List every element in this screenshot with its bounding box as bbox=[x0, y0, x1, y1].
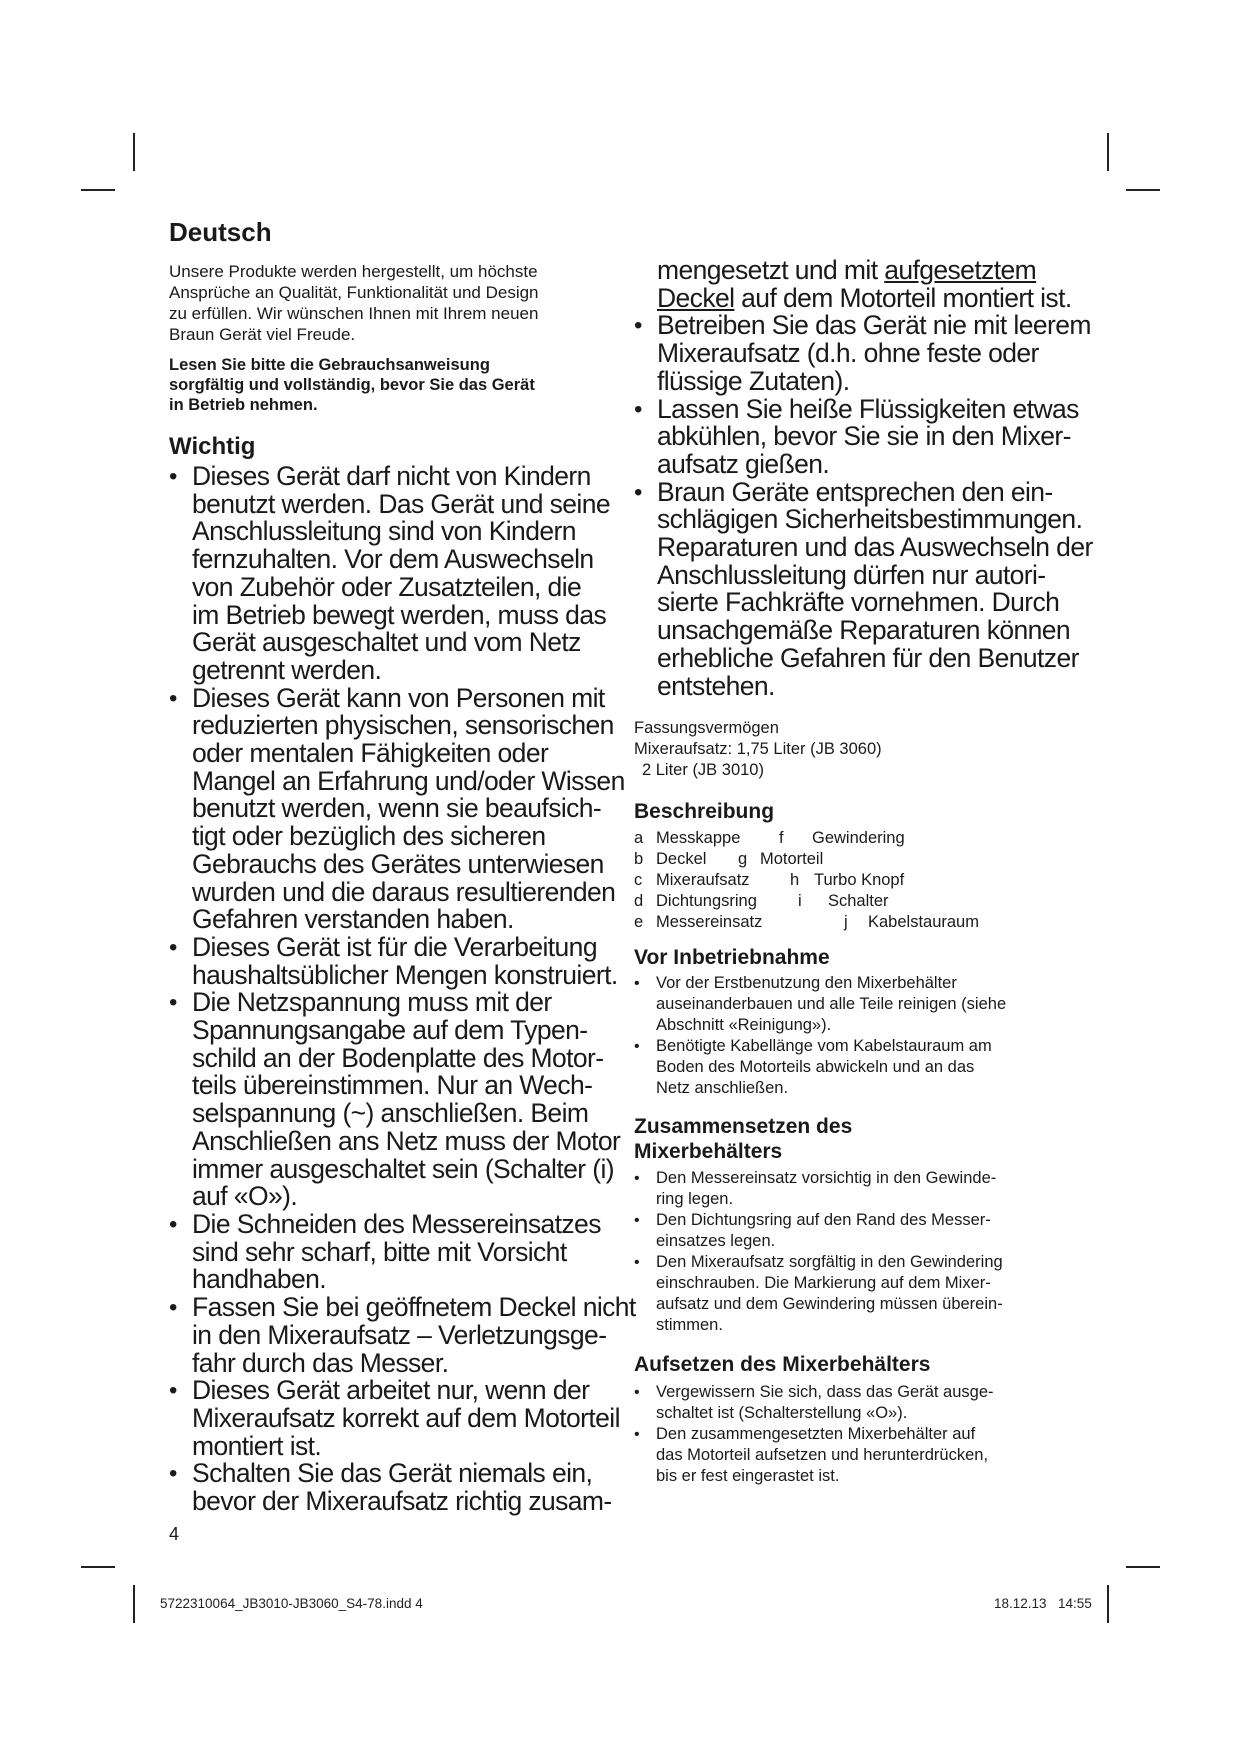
table-row: a Messkappe f Gewindering bbox=[634, 829, 905, 848]
bullet-icon: • bbox=[634, 395, 642, 423]
section-heading: Zusammensetzen des Mixerbehälters bbox=[634, 1115, 853, 1164]
crop-mark bbox=[1126, 1566, 1160, 1568]
bullet-icon: • bbox=[169, 989, 177, 1017]
page-number: 4 bbox=[169, 1524, 180, 1544]
list-item: • Fassen Sie bei geöffnetem Deckel nicht in den Mixeraufsatz – Verletzungsge- fahr durch das Messer. bbox=[169, 1292, 636, 1378]
continued-text: mengesetzt und mit aufgesetztem Deckel auf dem Motorteil montiert ist. bbox=[657, 255, 1072, 313]
list-item: • Lassen Sie heiße Flüssigkeiten etwas abkühlen, bevor Sie sie in den Mixer- aufsatz gießen. bbox=[634, 393, 1079, 479]
bullet-icon: • bbox=[634, 1170, 640, 1188]
bullet-icon: • bbox=[169, 463, 177, 490]
bullet-icon: • bbox=[169, 933, 177, 961]
list-item: • Den Mixeraufsatz sorgfältig in den Gewindering einschrauben. Die Markierung auf dem Mixer- aufsatz und dem Gewindering müssen überein- stimmen. bbox=[634, 1253, 1003, 1335]
bullet-icon: • bbox=[634, 478, 642, 506]
crop-mark bbox=[1107, 133, 1109, 171]
list-item: • Braun Geräte entsprechen den ein- schlägigen Sicherheitsbestimmungen. Reparaturen und das Auswechseln der Anschlussleitung dürfen nur autori- sierte Fachkräfte vornehmen. Durch unsachgemäße Reparaturen können erhebliche Gefahren für den Benutzer entstehen. bbox=[634, 476, 1093, 701]
crop-mark bbox=[133, 133, 135, 171]
list-item: • Dieses Gerät kann von Personen mit reduzierten physischen, sensorischen oder mentalen Fähigkeiten oder Mangel an Erfahrung und/oder Wissen benutzt werden, wenn sie beaufsich- tigt oder bezüglich des sicheren Gebrauchs des Gerätes unterwiesen wurden und die daraus resultierenden Gefahren verstanden haben. bbox=[169, 682, 625, 935]
list-item: • Den Dichtungsring auf den Rand des Messer- einsatzes legen. bbox=[634, 1211, 991, 1251]
right-column bbox=[634, 257, 1094, 1487]
bullet-icon: • bbox=[169, 684, 177, 712]
list-item: • Dieses Gerät arbeitet nur, wenn der Mixeraufsatz korrekt auf dem Motorteil montiert ist. bbox=[169, 1375, 620, 1461]
instruction-list bbox=[634, 1168, 1094, 1336]
list-item: • Dieses Gerät darf nicht von Kindern benutzt werden. Das Gerät und seine Anschlussleitung sind von Kindern fernzuhalten. Vor dem Auswechseln von Zubehör oder Zusatzteilen, die im Betrieb bewegt werden, muss das Gerät ausgeschaltet und vom Netz getrennt werden. bbox=[169, 461, 610, 685]
bullet-icon: • bbox=[634, 1038, 640, 1056]
list-item: • Dieses Gerät ist für die Verarbeitung haushaltsüblicher Mengen konstruiert. bbox=[169, 931, 618, 990]
table-row: d Dichtungsring i Schalter bbox=[634, 892, 889, 911]
list-item: • Schalten Sie das Gerät niemals ein, bevor der Mixeraufsatz richtig zusam- bbox=[169, 1458, 612, 1517]
list-item: • Die Netzspannung muss mit der Spannungsangabe auf dem Typen- schild an der Bodenplatte des Motor- teils übereinstimmen. Nur an Wech- selspannung (~) anschließen. Beim Anschließen ans Netz muss der Motor immer ausgeschaltet sein (Schalter (i) auf «O»). bbox=[169, 987, 621, 1212]
bullet-icon: • bbox=[169, 1294, 177, 1322]
page-title: Deutsch bbox=[169, 217, 272, 247]
footer-time: 14:55 bbox=[1058, 1596, 1092, 1611]
footer-file-info: 5722310064_JB3010-JB3060_S4-78.indd 4 bbox=[160, 1596, 423, 1611]
parts-list bbox=[634, 828, 1094, 933]
footer-date: 18.12.13 bbox=[994, 1596, 1047, 1611]
crop-mark bbox=[133, 1585, 135, 1623]
crop-mark bbox=[1126, 189, 1160, 191]
capacity-info: Fassungsvermögen Mixeraufsatz: 1,75 Liter (JB 3060) 2 Liter (JB 3010) bbox=[634, 719, 882, 780]
crop-mark bbox=[1107, 1585, 1109, 1623]
bullet-icon: • bbox=[634, 1384, 640, 1402]
section-heading: Vor Inbetriebnahme bbox=[634, 946, 830, 970]
crop-mark bbox=[81, 1566, 115, 1568]
table-row: c Mixeraufsatz h Turbo Knopf bbox=[634, 871, 905, 890]
bullet-icon: • bbox=[634, 975, 640, 993]
section-heading-wichtig: Wichtig bbox=[169, 433, 256, 460]
list-item: • Benötigte Kabellänge vom Kabelstauraum am Boden des Motorteils abwickeln und an das Netz anschließen. bbox=[634, 1037, 992, 1098]
left-column bbox=[169, 217, 636, 1517]
list-item: • Die Schneiden des Messereinsatzes sind sehr scharf, bitte mit Vorsicht handhaben. bbox=[169, 1208, 601, 1295]
table-row: e Messereinsatz j Kabelstauraum bbox=[634, 913, 979, 932]
safety-list-continued bbox=[634, 312, 1094, 700]
bullet-icon: • bbox=[634, 1254, 640, 1272]
section-heading: Aufsetzen des Mixerbehälters bbox=[634, 1353, 931, 1377]
bullet-icon: • bbox=[169, 1460, 177, 1488]
crop-mark bbox=[81, 189, 115, 191]
list-item: • Den Messereinsatz vorsichtig in den Gewinde- ring legen. bbox=[634, 1169, 997, 1209]
list-item: • Vergewissern Sie sich, dass das Gerät ausge- schaltet ist (Schalterstellung «O»). bbox=[634, 1383, 994, 1423]
bullet-icon: • bbox=[634, 312, 642, 340]
bullet-icon: • bbox=[634, 1212, 640, 1230]
list-item: • Vor der Erstbenutzung den Mixerbehälter auseinanderbauen und alle Teile reinigen (siehe Abschnitt «Reinigung»). bbox=[634, 974, 1007, 1035]
read-instructions-note: Lesen Sie bitte die Gebrauchsanweisung sorgfältig und vollständig, bevor Sie das Gerät in Betrieb nehmen. bbox=[169, 356, 535, 414]
bullet-icon: • bbox=[634, 1426, 640, 1444]
list-item: • Betreiben Sie das Gerät nie mit leerem Mixeraufsatz (d.h. ohne feste oder flüssige Zutaten). bbox=[634, 310, 1091, 396]
safety-list bbox=[169, 461, 636, 1517]
section-heading-beschreibung: Beschreibung bbox=[634, 800, 775, 824]
list-item: • Den zusammengesetzten Mixerbehälter auf das Motorteil aufsetzen und herunterdrücken, bis er fest eingerastet ist. bbox=[634, 1425, 989, 1486]
intro-paragraph: Unsere Produkte werden hergestellt, um höchste Ansprüche an Qualität, Funktionalität und Design zu erfüllen. Wir wünschen Ihnen mit Ihrem neuen Braun Gerät viel Freude. bbox=[169, 262, 539, 344]
instruction-list bbox=[634, 973, 1094, 1099]
table-row: b Deckel g Motorteil bbox=[634, 850, 824, 869]
bullet-icon: • bbox=[169, 1210, 177, 1238]
instruction-list bbox=[634, 1382, 1094, 1487]
bullet-icon: • bbox=[169, 1377, 177, 1405]
